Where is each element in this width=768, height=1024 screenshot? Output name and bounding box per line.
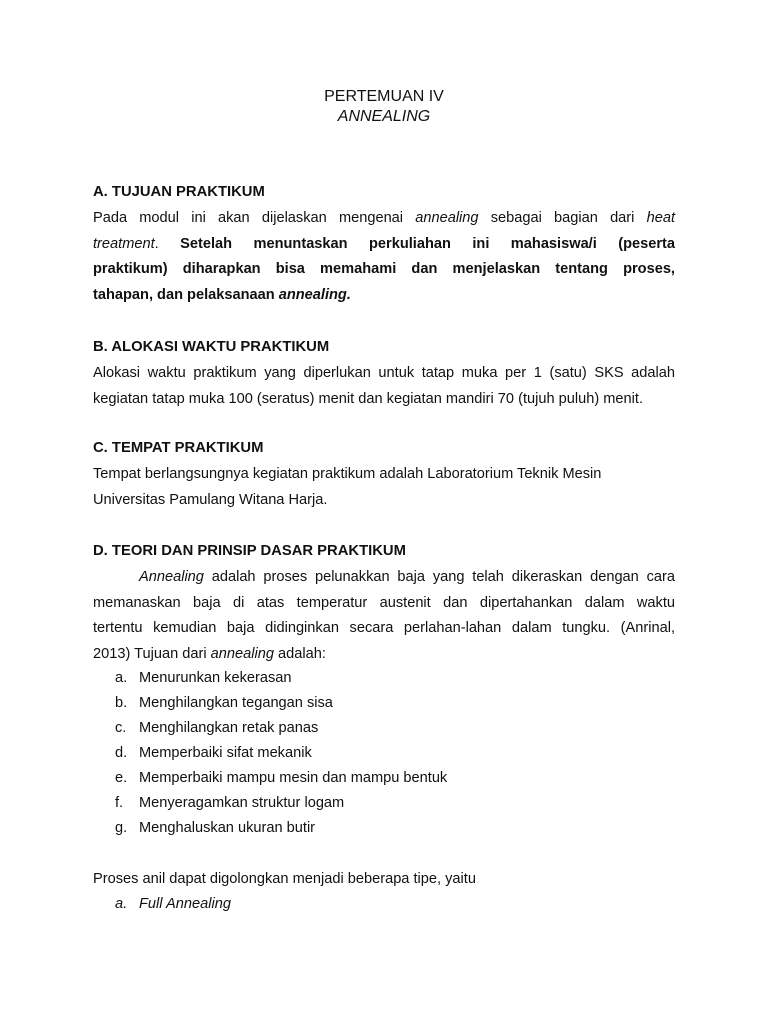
section-d-line-2: memanaskan baja di atas temperatur austenit dan dipertahankan dalam waktu — [93, 594, 675, 611]
list-item-text: Memperbaiki sifat mekanik — [139, 745, 312, 761]
section-d-heading: D. TEORI DAN PRINSIP DASAR PRAKTIKUM — [93, 543, 406, 559]
page-title: PERTEMUAN IV — [324, 88, 444, 105]
text-run: heat — [646, 210, 676, 226]
types-intro — [93, 867, 675, 893]
text-run: annealing — [210, 645, 274, 662]
text-run: praktikum) diharapkan bisa memahami dan menjelaskan tentang proses, — [93, 261, 675, 277]
text-run: . — [154, 235, 181, 252]
list-marker: c. — [115, 720, 127, 736]
section-b-paragraph — [93, 361, 675, 412]
list-marker: a. — [115, 896, 128, 912]
page-subtitle: ANNEALING — [337, 108, 431, 125]
list-item-text: Menurunkan kekerasan — [139, 670, 292, 686]
section-c-paragraph — [93, 462, 675, 513]
list-marker: g. — [115, 820, 128, 836]
list-item — [93, 816, 675, 841]
section-a-paragraph — [93, 206, 675, 308]
types-intro-text: Proses anil dapat digolongkan menjadi beberapa tipe, yaitu — [93, 871, 476, 887]
annealing-types-list — [93, 892, 675, 917]
text-run: adalah: — [273, 645, 326, 662]
annealing-purpose-list — [93, 666, 675, 841]
section-c-heading: C. TEMPAT PRAKTIKUM — [93, 440, 264, 456]
section-a-line-4 — [93, 283, 675, 309]
list-marker: f. — [115, 795, 124, 811]
list-marker: a. — [115, 670, 128, 686]
section-d-line-3: tertentu kemudian baja didinginkan secara perlahan-lahan dalam tungku. (Anrinal, — [93, 620, 675, 636]
section-a-line-1 — [93, 206, 675, 232]
section-a-line-3 — [93, 257, 675, 283]
text-run: adalah proses pelunakkan baja yang telah dikeraskan dengan cara — [203, 569, 675, 585]
text-run: annealing — [415, 210, 479, 226]
section-a-line-2 — [93, 232, 675, 258]
list-item-text: Menghaluskan ukuran butir — [139, 820, 316, 836]
section-c-line-1: Tempat berlangsungnya kegiatan praktikum adalah Laboratorium Teknik Mesin — [93, 466, 602, 482]
list-item-text: Menghilangkan retak panas — [139, 720, 319, 736]
text-run: annealing. — [278, 286, 351, 303]
text-run: tahapan, dan pelaksanaan — [93, 286, 279, 303]
text-run: treatment — [93, 235, 155, 252]
list-item — [93, 892, 675, 917]
text-run: Pada modul ini akan dijelaskan mengenai — [93, 210, 416, 226]
section-d-paragraph — [93, 565, 675, 667]
section-d-line-1 — [93, 565, 675, 591]
list-item — [93, 716, 675, 741]
list-item — [93, 791, 675, 816]
list-item — [93, 741, 675, 766]
list-item-text: Full Annealing — [139, 896, 231, 912]
list-item — [93, 666, 675, 691]
section-d-line-4 — [93, 642, 675, 668]
list-marker: e. — [115, 770, 128, 786]
section-b-line-2: kegiatan tatap muka 100 (seratus) menit dan kegiatan mandiri 70 (tujuh puluh) menit. — [93, 390, 644, 407]
section-a-heading: A. TUJUAN PRAKTIKUM — [93, 184, 265, 200]
section-b-heading: B. ALOKASI WAKTU PRAKTIKUM — [93, 339, 330, 355]
list-marker: b. — [115, 695, 128, 711]
section-c-line-2: Universitas Pamulang Witana Harja. — [93, 491, 328, 508]
list-marker: d. — [115, 745, 128, 761]
list-item — [93, 766, 675, 791]
text-run: 2013) Tujuan dari — [93, 645, 211, 662]
list-item — [93, 691, 675, 716]
text-run: sebagai bagian dari — [478, 210, 647, 226]
text-run: Setelah menuntaskan perkuliahan ini mahasiswa/i (peserta — [180, 235, 676, 252]
list-item-text: Memperbaiki mampu mesin dan mampu bentuk — [139, 770, 448, 786]
list-item-text: Menghilangkan tegangan sisa — [139, 695, 333, 711]
list-item-text: Menyeragamkan struktur logam — [139, 795, 345, 811]
text-run: Annealing — [139, 569, 204, 585]
section-b-line-1: Alokasi waktu praktikum yang diperlukan untuk tatap muka per 1 (satu) SKS adalah — [93, 365, 675, 381]
